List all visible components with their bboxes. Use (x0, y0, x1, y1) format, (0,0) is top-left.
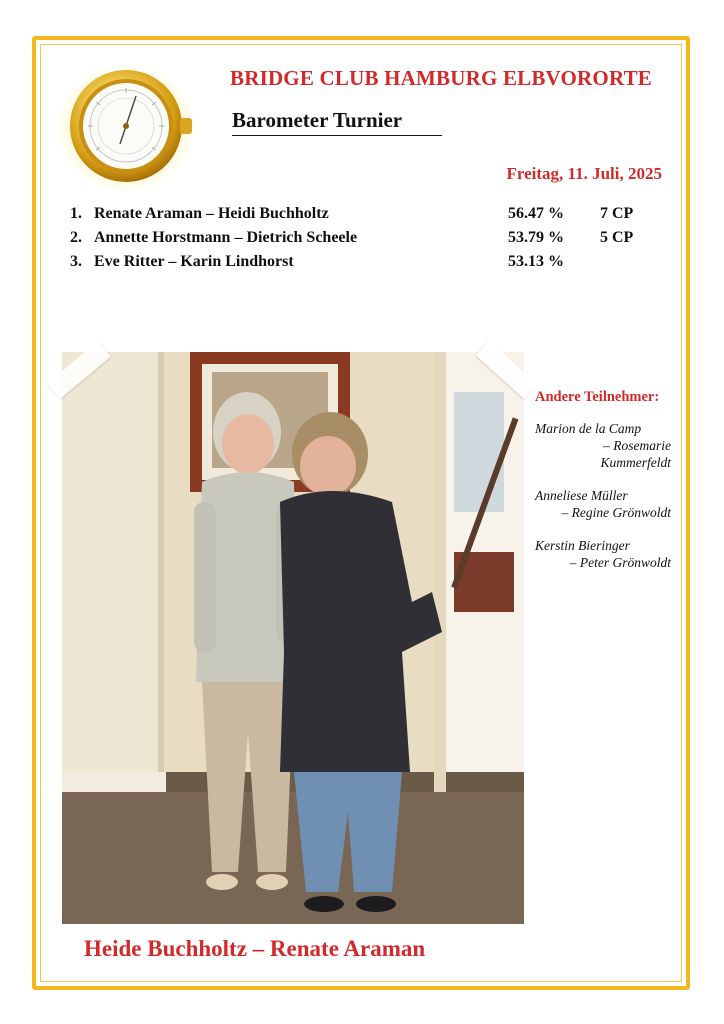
participant-pair (535, 487, 675, 521)
result-cp: 5 CP (600, 229, 634, 246)
result-cp: 7 CP (600, 205, 634, 222)
event-date: Freitag, 11. Juli, 2025 (506, 164, 662, 183)
result-row (70, 253, 670, 277)
result-percent: 53.13 % (508, 253, 564, 270)
result-names: Renate Araman – Heidi Buchholtz (94, 205, 329, 222)
other-participants (535, 388, 675, 587)
result-names: Annette Horstmann – Dietrich Scheele (94, 229, 358, 246)
participant-pair (535, 537, 675, 571)
event-title: Barometer Turnier (232, 108, 442, 136)
result-rank: 1. (70, 205, 82, 222)
result-names: Eve Ritter – Karin Lindhorst (94, 253, 294, 270)
result-rank: 3. (70, 253, 82, 270)
result-row (70, 205, 670, 229)
pair-second-name: – Regine Grönwoldt (561, 505, 671, 520)
result-rank: 2. (70, 229, 82, 246)
pair-second-name: – Rosemarie Kummerfeldt (600, 438, 671, 470)
other-participants-heading: Andere Teilnehmer: (535, 389, 660, 405)
result-percent: 53.79 % (508, 229, 564, 246)
group-photo (62, 352, 524, 924)
photo-caption: Heide Buchholtz – Renate Araman (84, 936, 426, 961)
participant-pair (535, 420, 675, 471)
photo-illustration (62, 352, 524, 924)
result-percent: 56.47 % (508, 205, 564, 222)
club-title: BRIDGE CLUB HAMBURG ELBVORORTE (230, 66, 652, 90)
pair-first-name: Anneliese Müller (535, 488, 628, 503)
result-row (70, 229, 670, 253)
pair-first-name: Marion de la Camp (535, 421, 642, 436)
pair-second-name: – Peter Grönwoldt (569, 555, 671, 570)
barometer-icon (58, 62, 198, 192)
pair-first-name: Kerstin Bieringer (535, 538, 630, 553)
results-list (70, 205, 670, 277)
